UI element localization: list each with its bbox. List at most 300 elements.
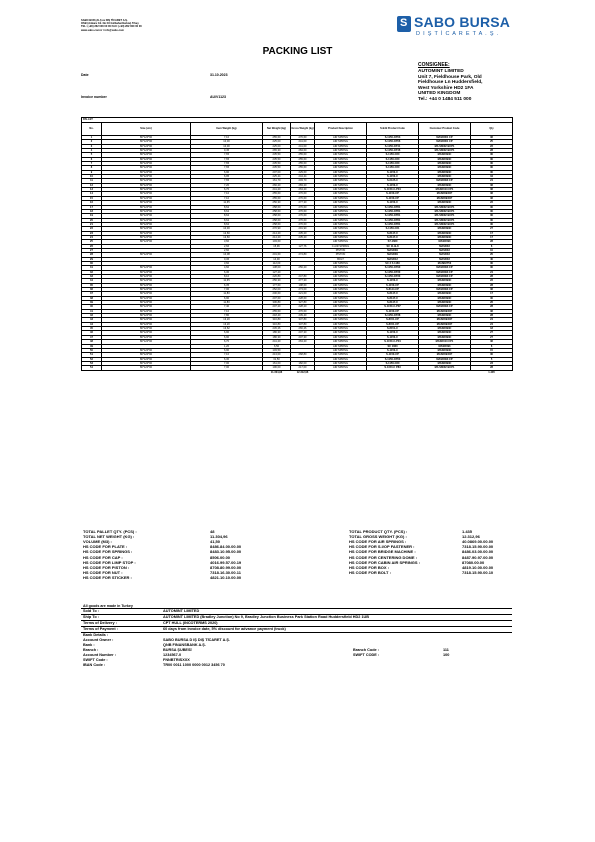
table-cell: 266,20 (263, 183, 291, 187)
consignee-line: West Yorkshire HD2 1FA (418, 85, 474, 91)
table-cell: 306,80 (263, 301, 291, 305)
table-cell: 256,20 (291, 266, 315, 270)
table-cell: 196,00 (263, 366, 291, 370)
table-cell: AIR SPRING (315, 270, 367, 274)
table-cell: MASD093C (419, 235, 471, 239)
table-cell: AIR SPRING (315, 201, 367, 205)
consignee-line: Tel.: +44 0 1484 511 000 (418, 96, 472, 102)
table-cell: 80*120*90 (102, 366, 191, 370)
table-cell: 20 (471, 253, 513, 257)
table-cell: 28 (471, 149, 513, 153)
table-cell: 36 (471, 183, 513, 187)
table-cell: 276,60 (291, 205, 315, 209)
table-cell: AIR SPRING (315, 144, 367, 148)
table-cell: 80*120*90 (102, 192, 191, 196)
table-cell: S-1150-C60 (367, 157, 419, 161)
company-logo (397, 16, 509, 38)
date-value: 31.10.2023 (210, 73, 228, 77)
table-cell: 7,10 (191, 192, 263, 196)
table-cell: 36 (471, 192, 513, 196)
table-cell: S-1150-CP81 (367, 214, 419, 218)
table-cell: 80*120*90 (102, 235, 191, 239)
table-cell: SC 3 F-1160 (367, 261, 419, 265)
table-cell: 80*120*90 (102, 166, 191, 170)
table-cell: 17 (471, 231, 513, 235)
table-cell: 7,00 (191, 288, 263, 292)
table-cell: S-8147-C (367, 231, 419, 235)
bank-label: Ship To : (81, 615, 161, 621)
table-cell: 31 (82, 266, 102, 270)
table-cell: MASD093C (419, 327, 471, 331)
table-cell: 30 (471, 157, 513, 161)
bank-value: 1234567-0 (163, 653, 182, 657)
table-cell: 22 (82, 227, 102, 231)
table-cell: 38 (82, 296, 102, 300)
page-title: PACKING LIST (262, 46, 333, 57)
summary-value: 41,50 (210, 539, 221, 545)
table-cell: 36 (82, 288, 102, 292)
summary-value: 8486.84.00.00.00 (210, 544, 242, 550)
table-cell: 263,20 (291, 188, 315, 192)
table-cell: 6,90 (191, 348, 263, 352)
table-cell: 138,00 (263, 266, 291, 270)
table-cell: 42 (82, 314, 102, 318)
summary-label: HS CODE FOR STICKER : (83, 574, 132, 580)
table-cell: PISTON (315, 248, 367, 252)
table-cell: 80*120*90 (102, 227, 191, 231)
table-cell: 36 (471, 288, 513, 292)
total-cell (102, 370, 191, 374)
table-cell: AIR SPRING (315, 205, 367, 209)
table-cell: 15 (82, 196, 102, 200)
table-cell: 35 (82, 283, 102, 287)
table-cell: 225,00 (263, 140, 291, 144)
table-cell: 6,90 (191, 331, 263, 335)
table-cell: 80*120*90 (102, 309, 191, 313)
table-cell: 33 (82, 275, 102, 279)
table-cell: S-1150-C-P04 (367, 188, 419, 192)
table-cell: 268,80 (291, 353, 315, 357)
table-cell: MASD093C (419, 231, 471, 235)
table-cell: 16 (82, 201, 102, 205)
table-cell: MASD093 CP (419, 305, 471, 309)
summary-label: HS CODE FOR PISTON : (83, 564, 130, 570)
table-cell: S-1150-CP (367, 283, 419, 287)
table-cell: MASD093 CP (419, 270, 471, 274)
table-cell: MASD093CP (419, 309, 471, 313)
table-cell: 258,60 (263, 218, 291, 222)
table-cell: 8,10 (191, 275, 263, 279)
bank-value: SABO BURSA D IŞ DIŞ TİCARET A.Ş. (163, 638, 231, 642)
table-cell: 235,50 (263, 162, 291, 166)
table-cell: 217,00 (291, 366, 315, 370)
table-cell: 25 (471, 140, 513, 144)
table-cell: AIR SPRING (315, 301, 367, 305)
consignee-line: Fieldhouse Ln Huddersfield, (418, 80, 483, 85)
table-cell: 8,62 (191, 218, 263, 222)
table-cell: 7,65 (191, 153, 263, 157)
table-cell: 228,60 (291, 296, 315, 300)
table-cell: 255,60 (263, 196, 291, 200)
table-cell: 235,50 (263, 153, 291, 157)
table-cell: 270,90 (263, 227, 291, 231)
table-cell: MASD093CP (419, 322, 471, 326)
table-cell: MASD093C (419, 361, 471, 365)
table-cell: AIR SPRING (315, 266, 367, 270)
table-cell: S-1150-CP (367, 192, 419, 196)
table-cell: 24 (82, 235, 102, 239)
table-cell: MASD093 CP (419, 266, 471, 270)
bank-value: FNNBTRISXXX (163, 658, 190, 662)
total-cell (419, 370, 471, 374)
table-cell: 40 (471, 257, 513, 261)
table-cell: S-1150-CP06 (367, 140, 419, 144)
summary-label: TOTAL NET WEIGHT (KG) : (83, 534, 135, 540)
bank-value: TR00 0011 1000 0000 0012 3456 70 (163, 663, 225, 667)
total-cell (367, 370, 419, 374)
table-cell: S-1150-C (367, 331, 419, 335)
table-cell: S-1150-CP30 (367, 275, 419, 279)
bank-value (441, 663, 512, 668)
table-cell: AIR SPRING (315, 283, 367, 287)
bank-value: BURSA ŞUBESİ (163, 648, 192, 652)
table-cell: AIR SPRING (315, 218, 367, 222)
table-cell: 214,20 (263, 235, 291, 239)
table-cell: AIR SPRING (315, 179, 367, 183)
table-cell: 37 (82, 292, 102, 296)
table-cell: AIR SPRING (315, 149, 367, 153)
table-cell: MA S8002 BCP1 (419, 218, 471, 222)
table-cell: 12,60 (191, 231, 263, 235)
table-cell: S-1150-C-P07 (367, 305, 419, 309)
table-cell: 14,00 (263, 257, 291, 261)
summary-label: VOLUME (M3) : (83, 539, 112, 545)
table-cell: S-6135-C (367, 179, 419, 183)
table-cell: 277,30 (291, 279, 315, 283)
table-cell: 80*120*90 (102, 279, 191, 283)
table-cell: MASD093 (419, 240, 471, 244)
table-cell: S-1150-CP81 (367, 222, 419, 226)
table-cell: 80*120*90 (102, 327, 191, 331)
table-cell: 19 (82, 214, 102, 218)
table-cell: AIR SPRING (315, 322, 367, 326)
table-cell: 27 (471, 331, 513, 335)
table-cell: AIR SPRING (315, 357, 367, 361)
table-cell: MASD093C (419, 227, 471, 231)
table-cell: 36 (471, 136, 513, 140)
summary-label: HS CODE FOR PLATE : (83, 544, 128, 550)
table-cell: 80*120*90 (102, 283, 191, 287)
table-cell: 2,60 (191, 248, 263, 252)
bank-label: Bank Details : (83, 633, 109, 637)
table-cell: 15,96 (263, 244, 291, 248)
table-cell: 54 (82, 366, 102, 370)
table-cell: 80*120*90 (102, 222, 191, 226)
table-cell: S-1150-C-P04 (367, 340, 419, 344)
logo-subtitle: D I Ş T İ C A R E T A . Ş . (416, 31, 499, 37)
table-cell: 80*120*90 (102, 340, 191, 344)
table-cell: MASD33 (419, 248, 471, 252)
table-cell: 245,26 (263, 327, 291, 331)
table-cell: 30 (82, 261, 102, 265)
table-cell: 28 (471, 314, 513, 318)
table-cell: 127,76 (291, 244, 315, 248)
table-cell: 241,00 (291, 140, 315, 144)
table-cell: AIR SPRING (315, 136, 367, 140)
table-cell: MASD093 CP (419, 275, 471, 279)
table-cell: 225,00 (263, 144, 291, 148)
table-cell: 7,80 (191, 314, 263, 318)
total-cell (82, 370, 102, 374)
table-cell: 7,10 (191, 196, 263, 200)
table-cell: 316,80 (263, 322, 291, 326)
table-cell: 225,44 (263, 175, 291, 179)
table-cell: 255,60 (263, 136, 291, 140)
table-cell: 80*120*90 (102, 361, 191, 365)
table-cell: 27 (471, 335, 513, 339)
table-cell: 255,60 (263, 192, 291, 196)
table-cell: 9 (82, 170, 102, 174)
table-cell: 45 (82, 327, 102, 331)
table-cell: 7,10 (191, 353, 263, 357)
table-cell: MASD09 (367, 248, 419, 252)
table-cell: 13,20 (191, 322, 263, 326)
table-cell: MASD093CP (419, 192, 471, 196)
table-cell: MA S8002 BCP1 (419, 205, 471, 209)
bank-value: 100 (443, 653, 450, 657)
table-cell: 161,70 (263, 179, 291, 183)
table-cell: 25 (82, 240, 102, 244)
table-cell: MASD2753 (419, 261, 471, 265)
table-cell: S-8147-C (367, 301, 419, 305)
bank-value: AUTOMINT LIMITED (161, 609, 512, 615)
table-cell: 7,00 (191, 366, 263, 370)
table-cell: 80*120*90 (102, 136, 191, 140)
table-cell: 32 (82, 270, 102, 274)
table-cell: AIR SPRING (315, 344, 367, 348)
table-cell: 10,30 (191, 227, 263, 231)
table-cell: MASD093 (419, 344, 471, 348)
bank-value: CPT HULL (INCOTERMS 2020) (161, 621, 512, 627)
table-cell: 247,80 (291, 275, 315, 279)
bank-details-table (81, 608, 512, 668)
summary-label: HS CODE FOR AIR SPRINGS : (349, 539, 407, 545)
table-cell: 177,60 (263, 283, 291, 287)
bank-label: Account Owner : (83, 638, 114, 642)
table-cell: 30 (471, 353, 513, 357)
table-cell: 256,30 (263, 279, 291, 283)
table-cell: MASD093CP (419, 318, 471, 322)
table-cell: S-1150-C (367, 170, 419, 174)
table-cell: 9,45 (191, 149, 263, 153)
table-cell: 80*120*90 (102, 296, 191, 300)
summary-value: 48 (210, 529, 215, 534)
table-cell: 316,80 (263, 318, 291, 322)
table-cell: 255,60 (291, 162, 315, 166)
table-cell: 3,60 (191, 261, 263, 265)
consignee-line: AUTOMINT LIMITED (418, 69, 464, 74)
table-cell: AIR SPRING (315, 327, 367, 331)
table-cell: 28 (471, 283, 513, 287)
table-cell: S-8151-CP (367, 318, 419, 322)
table-cell: S-1150-CP30 (367, 270, 419, 274)
table-cell: 80*120*90 (102, 144, 191, 148)
table-cell: 263,20 (291, 340, 315, 344)
table-cell: AIR SPRING (315, 222, 367, 226)
table-cell: 80*120*90 (102, 179, 191, 183)
table-cell: MASD093C (419, 279, 471, 283)
table-cell: MASD013 CP1 (419, 340, 471, 344)
table-cell: S-1150-CP60 (367, 357, 419, 361)
table-cell: 80*120*90 (102, 149, 191, 153)
table-cell: 7,20 (191, 183, 263, 187)
table-cell: 30 (471, 170, 513, 174)
table-cell: MASD093C (419, 335, 471, 339)
table-cell: 34 (471, 175, 513, 179)
table-cell: 203,70 (291, 179, 315, 183)
table-cell: MASD093C (419, 162, 471, 166)
table-cell: S-8151-CP (367, 322, 419, 326)
table-cell: AIR SPRING (315, 183, 367, 187)
table-cell: 80*120*90 (102, 318, 191, 322)
table-cell: MASD33 (419, 257, 471, 261)
summary-label: HS CODE FOR CABIN AIR SPRINGS : (349, 559, 420, 565)
consignee-line: Unit 7, Fieldhouse Park, Old (418, 74, 482, 80)
summary-label: TOTAL PRODUCT QTY. (PCS) : (349, 529, 408, 534)
table-cell: 112,00 (263, 261, 291, 265)
table-cell: 103,60 (263, 240, 291, 244)
table-cell: 28 (471, 240, 513, 244)
table-cell: MASD093 CP (419, 179, 471, 183)
table-cell: AIR SPRING (315, 188, 367, 192)
table-cell: AIR SPRING (315, 318, 367, 322)
table-cell: 241,00 (291, 144, 315, 148)
table-cell: 20 (82, 218, 102, 222)
table-cell: S-1150-CP03 (367, 136, 419, 140)
summary-label: TOTAL GROSS WEIGHT (KG) : (349, 534, 407, 540)
table-cell: S-8147-C (367, 235, 419, 239)
table-cell: 23 (82, 231, 102, 235)
table-cell: 7,65 (191, 179, 263, 183)
column-header: Gross Weight (kg) (291, 123, 315, 136)
table-cell: MASD12 (367, 257, 419, 261)
table-cell: 276,60 (291, 136, 315, 140)
table-cell: S-1150-C (367, 183, 419, 187)
table-cell: 14 (82, 192, 102, 196)
table-cell: 27 (82, 248, 102, 252)
table-cell: S-1150-C (367, 348, 419, 352)
table-cell: S-1150-CP41 (367, 144, 419, 148)
table-cell: AIR SPRING (315, 227, 367, 231)
table-cell: 80*120*90 (102, 357, 191, 361)
table-cell: 80*120*90 (102, 353, 191, 357)
table-cell: MASD093C (419, 166, 471, 170)
table-cell: 258,60 (263, 209, 291, 213)
table-cell: 80*120*90 (102, 218, 191, 222)
table-cell: 276,60 (291, 309, 315, 313)
table-cell: 276,60 (291, 222, 315, 226)
total-cell (315, 370, 367, 374)
summary-value: 8708.80.99.00.00 (210, 564, 242, 570)
table-cell: 2,66 (191, 244, 263, 248)
table-cell: AIR SPRING (315, 348, 367, 352)
table-cell: 80*120*90 (102, 335, 191, 339)
table-cell: SC 11-B-8 (367, 244, 419, 248)
table-cell: 11,80 (191, 301, 263, 305)
table-cell: MA S8002 BCP1 (419, 222, 471, 226)
table-cell: 36 (471, 340, 513, 344)
table-cell: 17 (471, 235, 513, 239)
table-cell: S-1150-C P83 (367, 366, 419, 370)
table-cell: 17 (471, 292, 513, 296)
company-line: SABO BUR (ALI) ve DIŞ TİCARET A.Ş. (81, 19, 128, 22)
table-cell: 30 (471, 209, 513, 213)
table-cell: MASD09 (367, 253, 419, 257)
summary-value: 11.304,96 (210, 534, 228, 540)
table-cell: 7,00 (191, 361, 263, 365)
table-cell: 6 (82, 157, 102, 161)
table-cell: 6,70 (191, 340, 263, 344)
summary-value: 7318.15.90.00.00 (462, 544, 494, 550)
table-cell: AIR SPRING (315, 209, 367, 213)
table-cell: 80*120*90 (102, 188, 191, 192)
table-cell: 15 (471, 348, 513, 352)
column-header: Product Description (315, 123, 367, 136)
summary-value: 87080.00.00 (462, 559, 485, 565)
table-cell: AIR SPRING (315, 231, 367, 235)
table-cell: 80*120*90 (102, 288, 191, 292)
table-cell: 30 (471, 266, 513, 270)
table-cell: 10,08 (191, 253, 263, 257)
table-cell: 80*120*90 (102, 140, 191, 144)
table-cell: 8,62 (191, 209, 263, 213)
table-cell: 4,60 (191, 266, 263, 270)
summary-value: 40.0869.00.00.00 (462, 539, 494, 545)
bank-label: Branch : (83, 648, 99, 652)
table-cell: 11,65 (191, 201, 263, 205)
table-cell: 23 (471, 361, 513, 365)
bank-label: SWIFT Code : (83, 658, 108, 662)
table-cell: MASD093C (419, 292, 471, 296)
table-cell: S-1150-C60 (367, 361, 419, 365)
table-cell: 103,50 (263, 348, 291, 352)
summary-label: HS CODE FOR SPRINGS : (83, 549, 133, 555)
table-cell: 6 (471, 344, 513, 348)
table-cell: 30 (471, 153, 513, 157)
table-cell: S-8147-C (367, 292, 419, 296)
table-cell: 80*120*90 (102, 322, 191, 326)
table-cell: 337,80 (291, 318, 315, 322)
table-cell: 5 (471, 357, 513, 361)
table-cell: AIR SPRING (315, 166, 367, 170)
table-cell: S-8151-C (367, 327, 419, 331)
table-cell: 41 (82, 309, 102, 313)
pallet-label: PALLET (82, 118, 513, 123)
table-cell: S-1150-C60 (367, 166, 419, 170)
table-cell: MASD093C (419, 175, 471, 179)
table-cell: AIR SPRING (315, 353, 367, 357)
table-cell: AIR SPRING (315, 192, 367, 196)
total-cell (191, 370, 263, 374)
logo-text: SABO BURSA (414, 14, 511, 30)
table-cell: 12 (82, 183, 102, 187)
table-cell: 80*120*90 (102, 175, 191, 179)
table-cell: S-8147-C (367, 296, 419, 300)
table-cell: 80*120*90 (102, 205, 191, 209)
summary-label: HS CODE FOR BOLT : (349, 569, 391, 575)
table-cell: 22 (471, 201, 513, 205)
table-cell: 80*120*90 (102, 231, 191, 235)
